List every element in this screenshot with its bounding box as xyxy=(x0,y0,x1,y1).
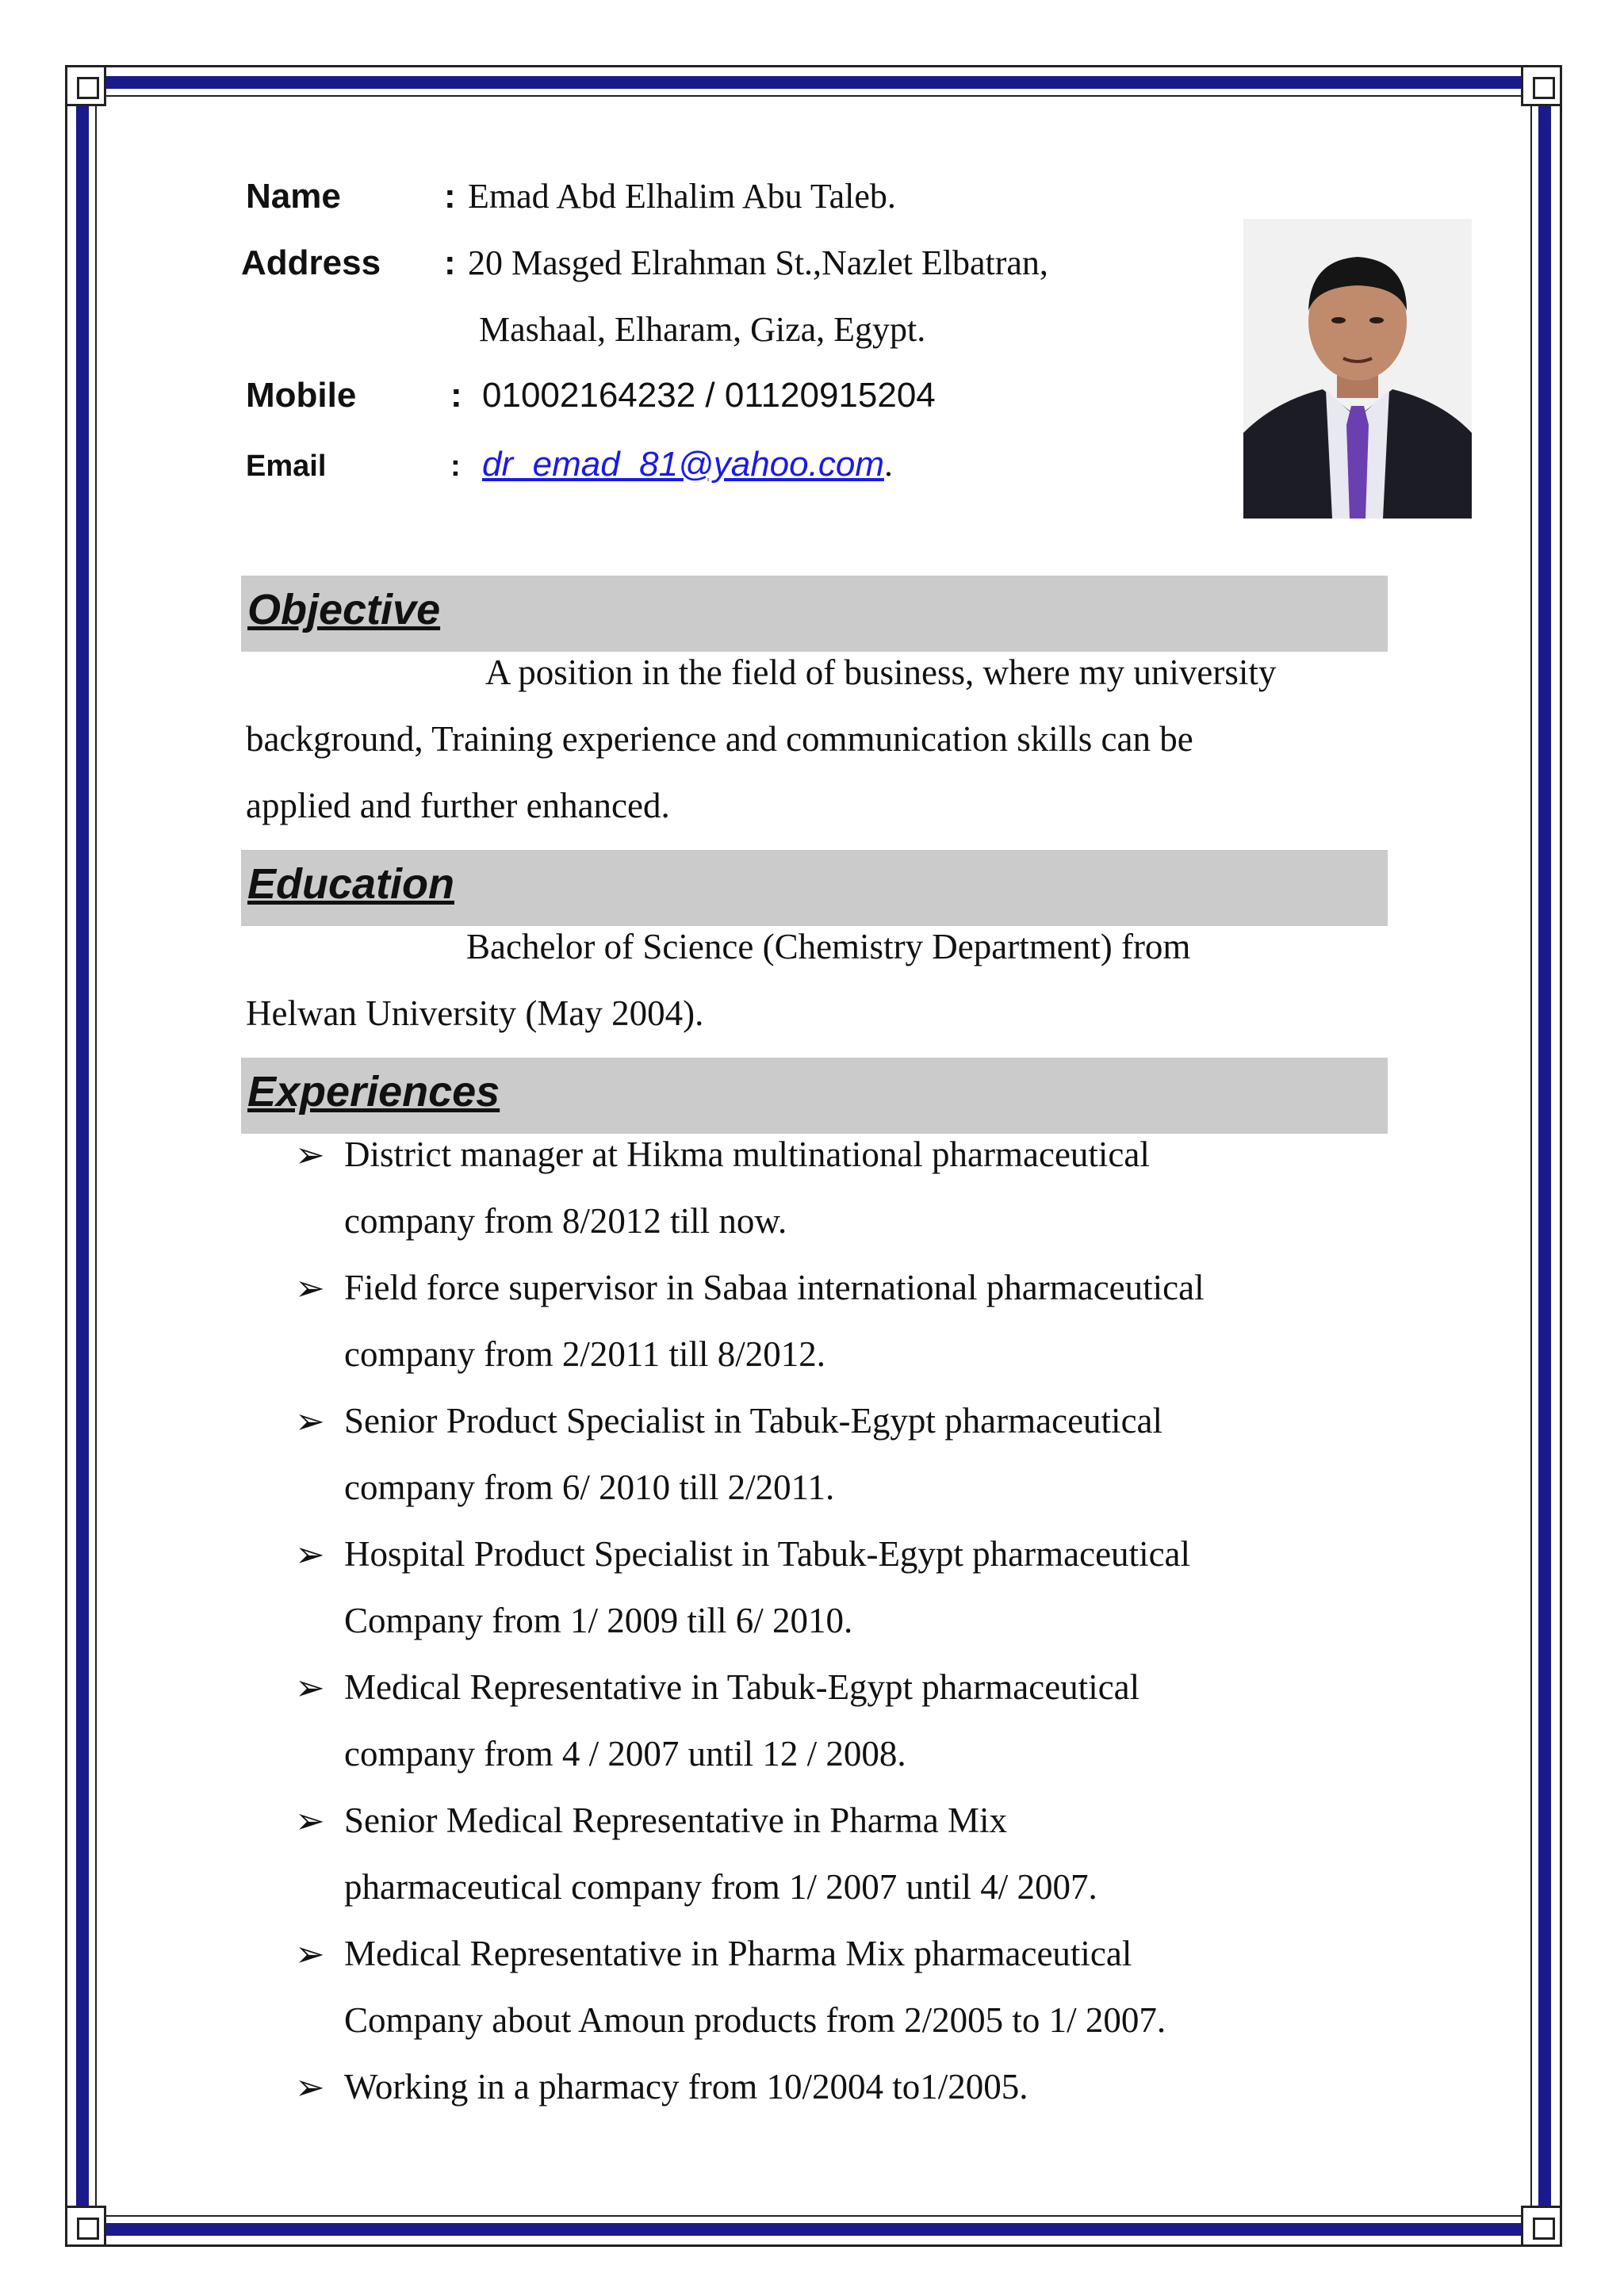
name-colon: : xyxy=(444,177,456,216)
address-row-2 xyxy=(479,309,925,357)
education-line-2: Helwan University (May 2004). xyxy=(246,993,704,1033)
section-education-title: Education xyxy=(247,860,455,908)
section-education-header xyxy=(241,850,1388,926)
border-corner-top-left xyxy=(65,65,106,106)
objective-line-1: A position in the field of business, where my university xyxy=(485,652,1277,692)
experience-item-3-line-1: Senior Product Specialist in Tabuk-Egypt pharmaceutical xyxy=(344,1401,1163,1441)
email-colon: : xyxy=(450,450,461,483)
bullet-arrow-icon: ➢ xyxy=(295,1535,325,1575)
address-colon: : xyxy=(444,243,456,282)
experience-item-7-line-2: Company about Amoun products from 2/2005 to 1/ 2007. xyxy=(344,2000,1166,2040)
experience-item-2-line-2: company from 2/2011 till 8/2012. xyxy=(344,1334,826,1374)
profile-photo-illustration xyxy=(1243,219,1472,519)
email-link[interactable]: dr_emad_81@yahoo.com xyxy=(482,445,884,484)
mobile-label: Mobile xyxy=(246,376,357,415)
name-row xyxy=(246,176,896,224)
name-value: Emad Abd Elhalim Abu Taleb. xyxy=(468,177,896,216)
section-objective-header xyxy=(241,576,1388,652)
email-row xyxy=(246,444,893,492)
objective-line-2: background, Training experience and communication skills can be xyxy=(246,719,1193,759)
bullet-arrow-icon: ➢ xyxy=(295,1402,325,1441)
name-label: Name xyxy=(246,177,341,216)
experience-item-4-line-1: Hospital Product Specialist in Tabuk-Egypt pharmaceutical xyxy=(344,1534,1191,1574)
experience-item-1-line-2: company from 8/2012 till now. xyxy=(344,1201,787,1241)
bullet-arrow-icon: ➢ xyxy=(295,1801,325,1841)
experience-item-4-line-2: Company from 1/ 2009 till 6/ 2010. xyxy=(344,1601,853,1640)
bullet-arrow-icon: ➢ xyxy=(295,1668,325,1708)
mobile-row xyxy=(246,376,936,423)
address-line2: Mashaal, Elharam, Giza, Egypt. xyxy=(479,310,926,349)
experience-item-8-line-1: Working in a pharmacy from 10/2004 to1/2005. xyxy=(344,2067,1028,2107)
objective-line-3: applied and further enhanced. xyxy=(246,786,670,825)
email-label: Email xyxy=(246,450,327,483)
email-period: . xyxy=(883,445,893,484)
mobile-colon: : xyxy=(450,376,462,415)
address-label: Address xyxy=(241,243,381,282)
border-corner-top-right xyxy=(1521,65,1562,106)
section-experiences-title: Experiences xyxy=(247,1068,500,1115)
border-corner-bottom-left xyxy=(65,2206,106,2247)
address-line1: 20 Masged Elrahman St.,Nazlet Elbatran, xyxy=(468,243,1048,282)
experience-item-5-line-2: company from 4 / 2007 until 12 / 2008. xyxy=(344,1734,906,1774)
section-objective-title: Objective xyxy=(247,586,441,633)
education-line-1: Bachelor of Science (Chemistry Department) from xyxy=(466,927,1191,966)
experience-item-3-line-2: company from 6/ 2010 till 2/2011. xyxy=(344,1468,835,1507)
mobile-value: 01002164232 / 01120915204 xyxy=(482,376,936,415)
experience-item-1-line-1: District manager at Hikma multinational pharmaceutical xyxy=(344,1135,1150,1174)
experience-item-6-line-2: pharmaceutical company from 1/ 2007 until 4/ 2007. xyxy=(344,1867,1097,1907)
experience-item-7-line-1: Medical Representative in Pharma Mix pharmaceutical xyxy=(344,1934,1132,1973)
bullet-arrow-icon: ➢ xyxy=(295,1135,325,1175)
bullet-arrow-icon: ➢ xyxy=(295,1934,325,1974)
address-row xyxy=(241,243,1048,290)
experience-item-6-line-1: Senior Medical Representative in Pharma Mix xyxy=(344,1800,1008,1840)
bullet-arrow-icon: ➢ xyxy=(295,1269,325,1308)
border-corner-bottom-right xyxy=(1521,2206,1562,2247)
profile-photo xyxy=(1243,219,1472,519)
experience-item-2-line-1: Field force supervisor in Sabaa international pharmaceutical xyxy=(344,1268,1205,1307)
section-experiences-header xyxy=(241,1058,1388,1134)
bullet-arrow-icon: ➢ xyxy=(295,2068,325,2107)
experience-item-5-line-1: Medical Representative in Tabuk-Egypt pharmaceutical xyxy=(344,1667,1140,1707)
